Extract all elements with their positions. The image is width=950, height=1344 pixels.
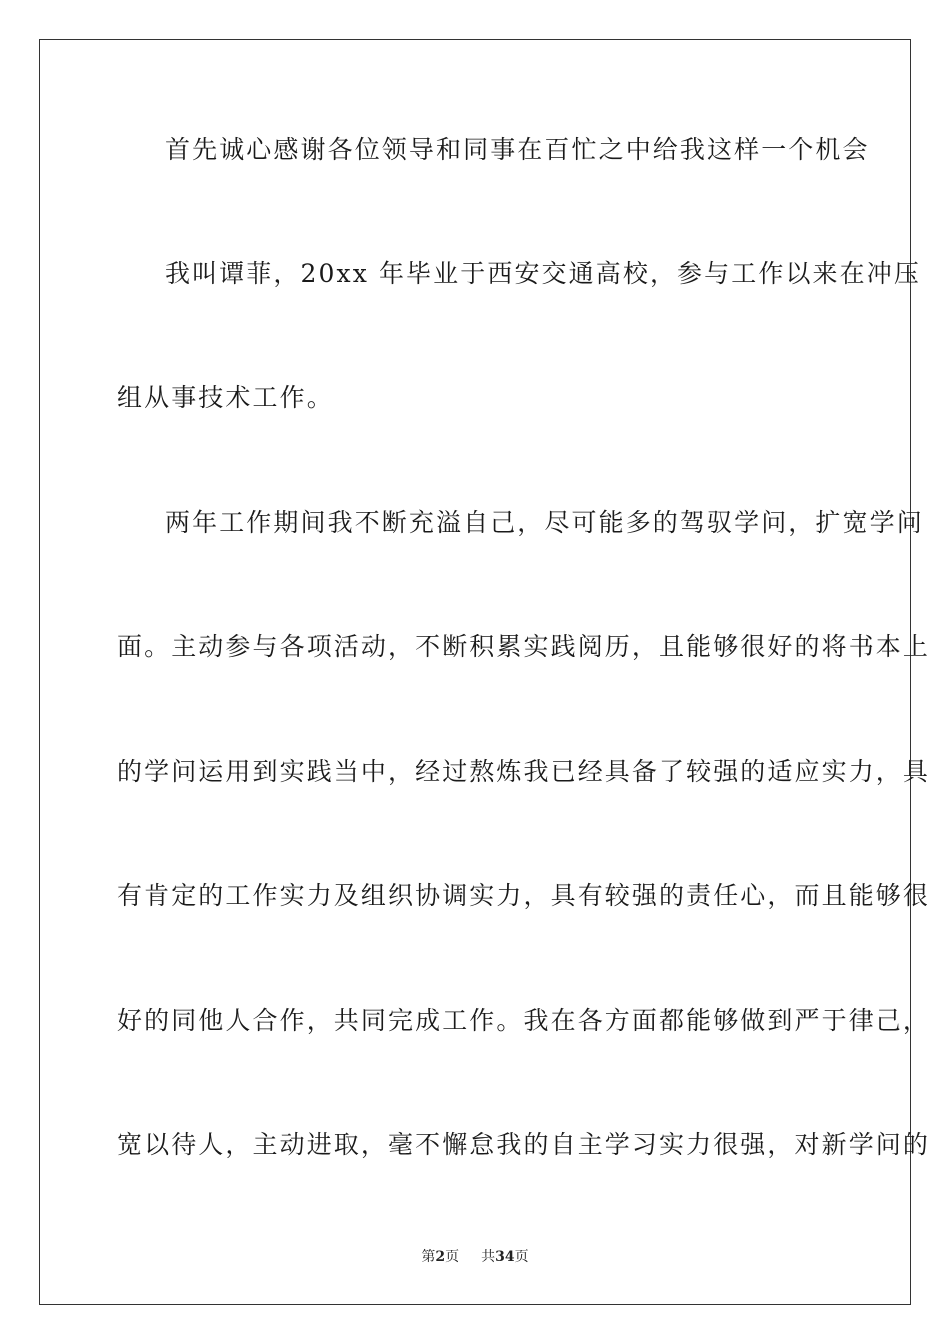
footer-total-suffix: 页	[514, 1249, 529, 1265]
footer-page-number: 2	[435, 1249, 446, 1265]
footer-page-prefix: 第	[421, 1249, 436, 1265]
footer-total-prefix: 共	[481, 1249, 496, 1265]
text-line-7: 有肯定的工作实力及组织协调实力，具有较强的责任心，而且能够很	[117, 881, 931, 910]
text-line-6: 的学问运用到实践当中，经过熬炼我已经具备了较强的适应实力，具	[117, 757, 931, 786]
footer-page-suffix: 页	[445, 1249, 460, 1265]
text-line-4: 两年工作期间我不断充溢自己，尽可能多的驾驭学问，扩宽学问	[165, 508, 924, 537]
text-line-5: 面。主动参与各项活动，不断积累实践阅历，且能够很好的将书本上	[117, 632, 931, 661]
text-line-9: 宽以待人，主动进取，毫不懈怠我的自主学习实力很强，对新学问的	[117, 1130, 931, 1159]
text-line-8: 好的同他人合作，共同完成工作。我在各方面都能够做到严于律己，	[117, 1006, 931, 1035]
text-line-2: 我叫谭菲，20xx 年毕业于西安交通高校，参与工作以来在冲压	[165, 259, 921, 288]
page-footer	[0, 1248, 950, 1266]
footer-total-pages: 34	[495, 1249, 515, 1265]
text-line-1: 首先诚心感谢各位领导和同事在百忙之中给我这样一个机会	[165, 135, 870, 164]
text-line-3: 组从事技术工作。	[117, 383, 334, 412]
page-border	[39, 39, 931, 1305]
